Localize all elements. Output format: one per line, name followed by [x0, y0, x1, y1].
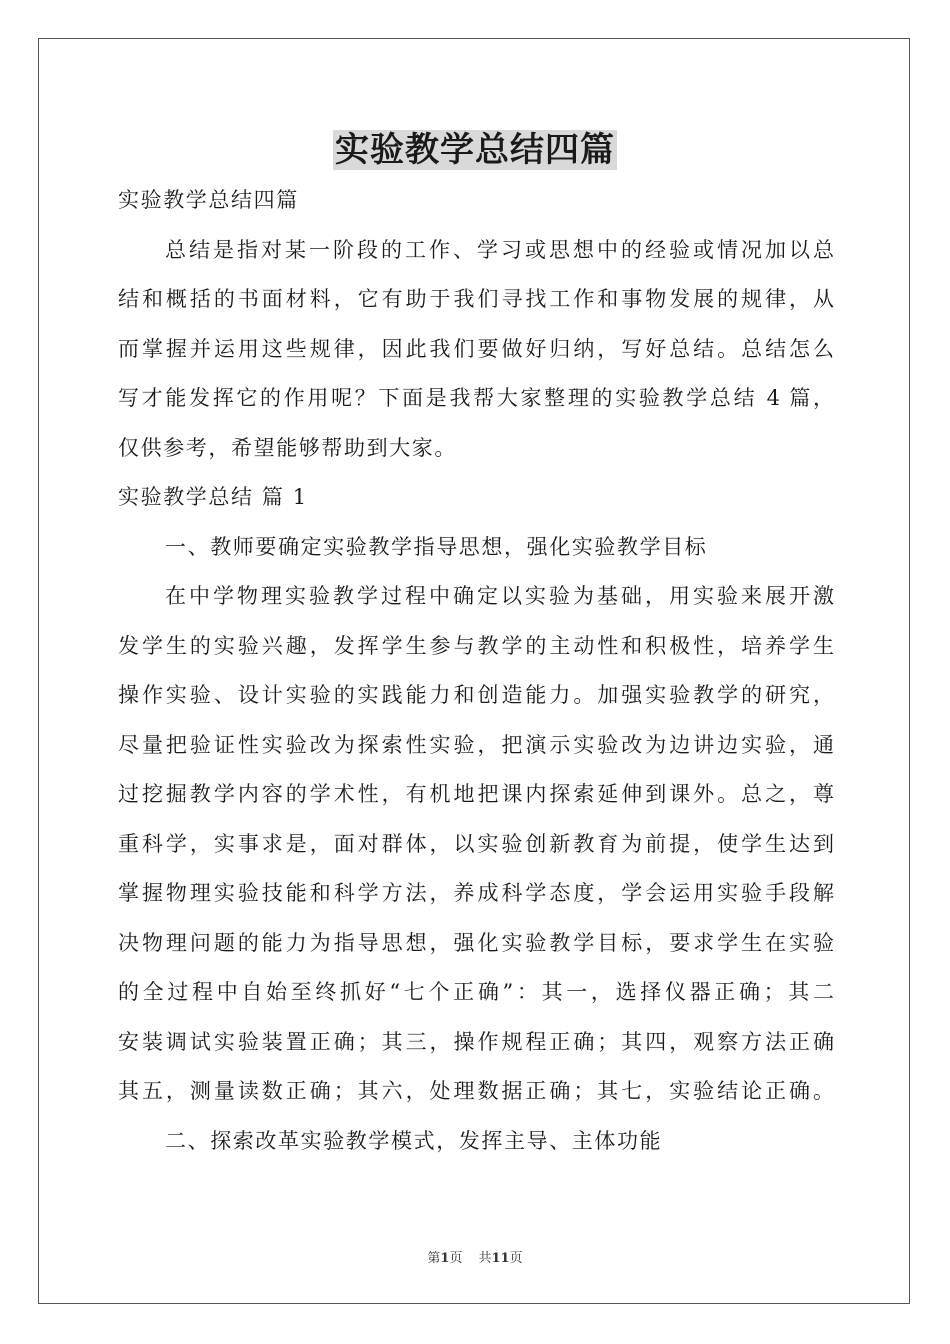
footer-total-pages: 11: [491, 1251, 510, 1266]
body-line-6: 重科学，实事求是，面对群体，以实验创新教育为前提，使学生达到: [118, 831, 834, 856]
body-line-7: 掌握物理实验技能和科学方法，养成科学态度，学会运用实验手段解: [118, 881, 834, 905]
body-line-3: 操作实验、设计实验的实践能力和创造能力。加强实验教学的研究，: [118, 683, 834, 707]
footer-page-number: 1: [440, 1251, 450, 1266]
section-heading: 实验教学总结 篇 1: [118, 485, 308, 509]
body-line-1: 在中学物理实验教学过程中确定以实验为基础，用实验来展开激: [165, 584, 834, 608]
body-line-9: 的全过程中自始至终抓好“七个正确”：其一，选择仪器正确；其二: [118, 980, 834, 1004]
intro-line-4: 写才能发挥它的作用呢？下面是我帮大家整理的实验教学总结 4 篇，: [118, 386, 834, 410]
body-line-5: 过挖掘教学内容的学术性，有机地把课内探索延伸到课外。总之，尊: [118, 782, 834, 806]
footer-total-suffix: 页: [509, 1251, 523, 1266]
document-body: [118, 176, 834, 1166]
footer-page-prefix: 第: [427, 1251, 441, 1266]
intro-line-1: 总结是指对某一阶段的工作、学习或思想中的经验或情况加以总: [165, 237, 834, 262]
body-line-8: 决物理问题的能力为指导思想，强化实验教学目标，要求学生在实验: [118, 930, 834, 955]
body-line-4: 尽量把验证性实验改为探索性实验，把演示实验改为边讲边实验，通: [118, 732, 834, 757]
page-footer: [0, 1247, 950, 1266]
document-title: [0, 124, 950, 176]
point-heading-2: 二、探索改革实验教学模式，发挥主导、主体功能: [165, 1128, 663, 1153]
body-line-2: 发学生的实验兴趣，发挥学生参与教学的主动性和积极性，培养学生: [118, 633, 834, 658]
intro-line-2: 结和概括的书面材料，它有助于我们寻找工作和事物发展的规律，从: [118, 287, 834, 311]
body-line-11: 其五，测量读数正确；其六，处理数据正确；其七，实验结论正确。: [118, 1079, 834, 1103]
footer-total-prefix: 共: [478, 1251, 492, 1266]
document-title-text: 实验教学总结四篇: [335, 130, 615, 170]
body-line-10: 安装调试实验装置正确；其三，操作规程正确；其四，观察方法正确: [118, 1029, 834, 1054]
footer-page-suffix: 页: [449, 1251, 463, 1266]
intro-line-5: 仅供参考，希望能够帮助到大家。: [118, 435, 457, 460]
subtitle-line: 实验教学总结四篇: [118, 188, 299, 212]
point-heading-1: 一、教师要确定实验教学指导思想，强化实验教学目标: [165, 534, 708, 559]
intro-line-3: 而掌握并运用这些规律，因此我们要做好归纳，写好总结。总结怎么: [118, 336, 834, 361]
